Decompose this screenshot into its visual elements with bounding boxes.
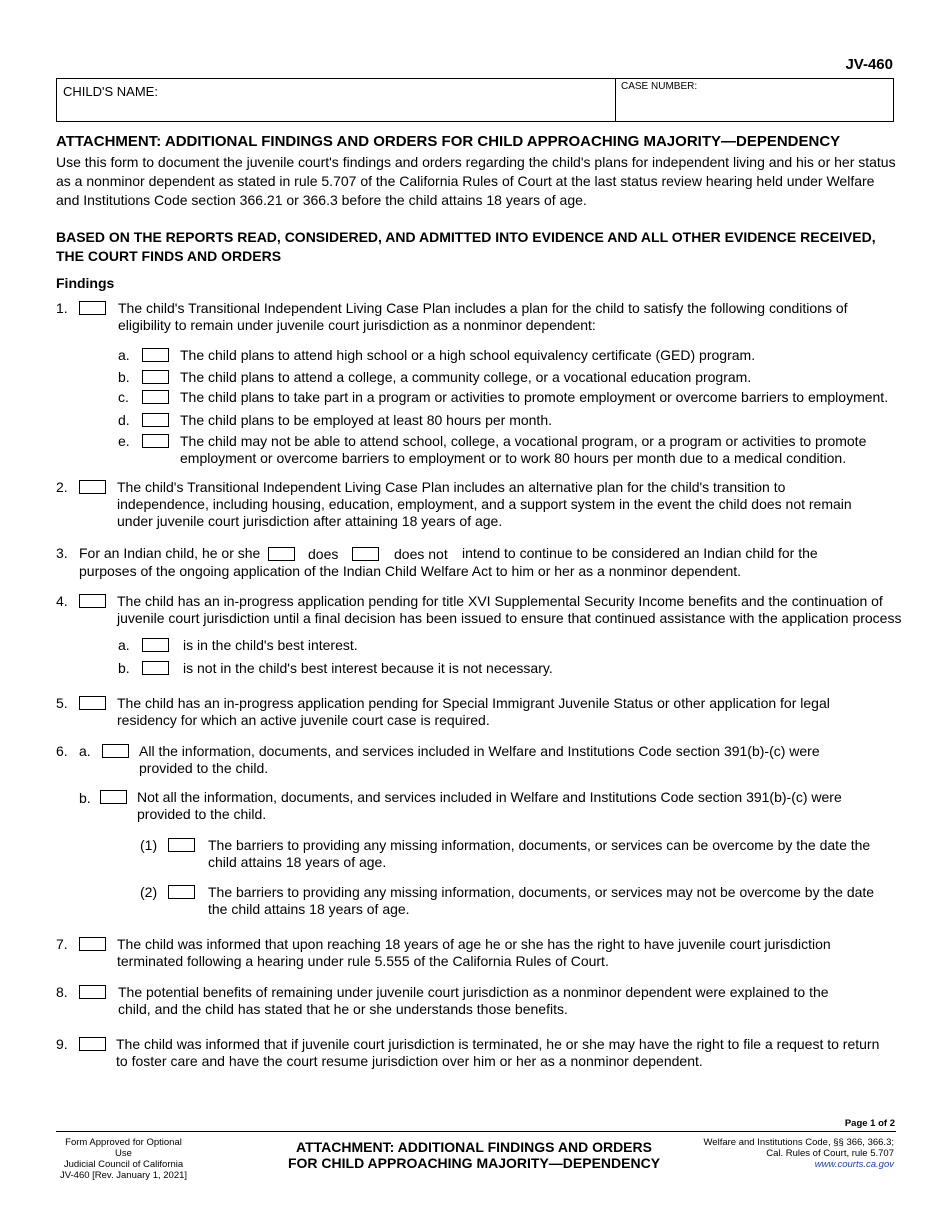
item-6b-1-text: The barriers to providing any missing information, documents, or services can be overcome by the date the child attains 18 years of age. bbox=[208, 837, 871, 870]
item-6a-label: a. bbox=[79, 743, 91, 759]
item-1-text: The child's Transitional Independent Living Case Plan includes a plan for the child to satisfy the following conditions of eligibility to remain under juvenile court jurisdiction as a nonminor dependent: bbox=[118, 300, 848, 333]
item-6b-2-text: The barriers to providing any missing information, documents, or services may not be overcome by the date the child attains 18 years of age. bbox=[208, 884, 875, 917]
item-6a-text: All the information, documents, and services included in Welfare and Institutions Code section 391(b)-(c) were provided to the child. bbox=[139, 743, 820, 776]
item-3-lead: For an Indian child, he or she bbox=[79, 545, 261, 561]
case-number-field[interactable]: CASE NUMBER: bbox=[621, 81, 698, 92]
based-on-heading: BASED ON THE REPORTS READ, CONSIDERED, AND ADMITTED INTO EVIDENCE AND ALL OTHER EVIDENCE RECEIVED, THE COURT FINDS AND ORDERS bbox=[56, 229, 876, 264]
item-9-checkbox[interactable] bbox=[79, 1037, 106, 1051]
item-1e-checkbox[interactable] bbox=[142, 434, 169, 448]
item-1d-label: d. bbox=[118, 412, 130, 428]
item-1c-checkbox[interactable] bbox=[142, 390, 169, 404]
item-5-checkbox[interactable] bbox=[79, 696, 106, 710]
item-6b-checkbox[interactable] bbox=[100, 790, 127, 804]
item-1e-label: e. bbox=[118, 433, 130, 449]
item-4-text: The child has an in-progress application pending for title XVI Supplemental Security Income benefits and the continuation of juvenile court jurisdiction until a final decision has been issued to ensure that continued assistance with the application process bbox=[117, 593, 902, 626]
item-9-number: 9. bbox=[56, 1036, 68, 1052]
item-2-checkbox[interactable] bbox=[79, 480, 106, 494]
footer-citation-line: Cal. Rules of Court, rule 5.707 bbox=[766, 1148, 894, 1159]
item-7-checkbox[interactable] bbox=[79, 937, 106, 951]
item-1b-text: The child plans to attend a college, a community college, or a vocational education program. bbox=[180, 369, 752, 385]
item-3-does-not-checkbox[interactable] bbox=[352, 547, 379, 561]
item-5-text: The child has an in-progress application pending for Special Immigrant Juvenile Status or other application for legal residency for which an active juvenile court case is required. bbox=[117, 695, 830, 728]
item-7-text: The child was informed that upon reaching 18 years of age he or she has the right to have juvenile court jurisdiction terminated following a hearing under rule 5.555 of the California Rules of Court. bbox=[117, 936, 831, 969]
footer-title-line: FOR CHILD APPROACHING MAJORITY—DEPENDENCY bbox=[287, 1155, 661, 1171]
footer-rule bbox=[56, 1131, 896, 1132]
item-1c-label: c. bbox=[118, 389, 129, 405]
item-6b-text: Not all the information, documents, and services included in Welfare and Institutions Code section 391(b)-(c) were provided to the child. bbox=[137, 789, 842, 822]
item-1e-text: The child may not be able to attend school, college, a vocational program, or a program or activities to promote employment or overcome barriers to employment or to work 80 hours per month due to a medical condition. bbox=[180, 433, 867, 466]
footer-title-line: ATTACHMENT: ADDITIONAL FINDINGS AND ORDERS bbox=[296, 1139, 652, 1155]
item-9-text: The child was informed that if juvenile court jurisdiction is terminated, he or she may have the right to file a request to return to foster care and have the court resume jurisdiction over him or her as a nonminor dependent. bbox=[116, 1036, 880, 1069]
item-2-number: 2. bbox=[56, 479, 68, 495]
item-6b-1-checkbox[interactable] bbox=[168, 838, 195, 852]
item-8-checkbox[interactable] bbox=[79, 985, 106, 999]
form-number: JV-460 bbox=[845, 56, 893, 73]
item-3-does-label: does bbox=[308, 546, 339, 562]
item-5-number: 5. bbox=[56, 695, 68, 711]
item-4b-text: is not in the child's best interest because it is not necessary. bbox=[183, 660, 553, 676]
child-name-field[interactable]: CHILD'S NAME: bbox=[63, 84, 158, 99]
item-1a-label: a. bbox=[118, 347, 130, 363]
item-1a-checkbox[interactable] bbox=[142, 348, 169, 362]
item-4a-checkbox[interactable] bbox=[142, 638, 169, 652]
item-3-tail: intend to continue to be considered an Indian child for the bbox=[462, 545, 818, 561]
item-1b-label: b. bbox=[118, 369, 130, 385]
courts-website-link[interactable]: www.courts.ca.gov bbox=[814, 1159, 894, 1170]
item-4b-label: b. bbox=[118, 660, 130, 676]
item-2-text: The child's Transitional Independent Living Case Plan includes an alternative plan for the child's transition to independence, including housing, education, employment, and a support system in the event the child does not remain under juvenile court jurisdiction after attaining 18 years of age. bbox=[117, 479, 852, 529]
item-3-line-2: purposes of the ongoing application of the Indian Child Welfare Act to him or her as a nonminor dependent. bbox=[79, 563, 742, 579]
item-4-number: 4. bbox=[56, 593, 68, 609]
item-4a-label: a. bbox=[118, 637, 130, 653]
item-1a-text: The child plans to attend high school or a high school equivalency certificate (GED) program. bbox=[180, 347, 756, 363]
item-3-does-not-label: does not bbox=[394, 546, 448, 562]
item-4-checkbox[interactable] bbox=[79, 594, 106, 608]
header-box bbox=[56, 78, 894, 122]
item-1d-text: The child plans to be employed at least 80 hours per month. bbox=[180, 412, 552, 428]
item-7-number: 7. bbox=[56, 936, 68, 952]
footer-left bbox=[56, 1137, 191, 1181]
item-1c-text: The child plans to take part in a program or activities to promote employment or overcome barriers to employment. bbox=[180, 389, 889, 405]
footer-left-line: JV-460 [Rev. January 1, 2021] bbox=[59, 1170, 188, 1181]
item-6b-2-checkbox[interactable] bbox=[168, 885, 195, 899]
footer-left-line: Form Approved for Optional Use bbox=[65, 1137, 182, 1159]
footer-citation-line: Welfare and Institutions Code, §§ 366, 366.3; bbox=[703, 1137, 894, 1148]
item-4a-text: is in the child's best interest. bbox=[183, 637, 358, 653]
footer-left-line: Judicial Council of California bbox=[63, 1159, 184, 1170]
footer-title bbox=[250, 1139, 698, 1171]
item-6b-1-label: (1) bbox=[140, 837, 158, 853]
form-title: ATTACHMENT: ADDITIONAL FINDINGS AND ORDERS FOR CHILD APPROACHING MAJORITY—DEPENDENCY bbox=[56, 133, 841, 150]
intro-text: Use this form to document the juvenile court's findings and orders regarding the child's plans for independent living and his or her status as a nonminor dependent as stated in rule 5.707 of the California Rules of Court at the last status review hearing held under Welfare and Institutions Code section 366.21 or 366.3 before the child attains 18 years of age. bbox=[56, 154, 896, 208]
item-1d-checkbox[interactable] bbox=[142, 413, 169, 427]
header-divider bbox=[615, 79, 616, 122]
page-number: Page 1 of 2 bbox=[844, 1118, 895, 1129]
item-3-does-checkbox[interactable] bbox=[268, 547, 295, 561]
item-6b-2-label: (2) bbox=[140, 884, 158, 900]
findings-heading: Findings bbox=[56, 275, 115, 291]
item-8-text: The potential benefits of remaining under juvenile court jurisdiction as a nonminor dependent were explained to the child, and the child has stated that he or she understands those benefits. bbox=[118, 984, 829, 1017]
item-4b-checkbox[interactable] bbox=[142, 661, 169, 675]
item-3-number: 3. bbox=[56, 545, 68, 561]
item-1-number: 1. bbox=[56, 300, 68, 316]
item-6a-checkbox[interactable] bbox=[102, 744, 129, 758]
footer-right bbox=[704, 1137, 894, 1170]
item-1b-checkbox[interactable] bbox=[142, 370, 169, 384]
item-6b-label: b. bbox=[79, 790, 91, 806]
item-1-checkbox[interactable] bbox=[79, 301, 106, 315]
item-6-number: 6. bbox=[56, 743, 68, 759]
item-8-number: 8. bbox=[56, 984, 68, 1000]
